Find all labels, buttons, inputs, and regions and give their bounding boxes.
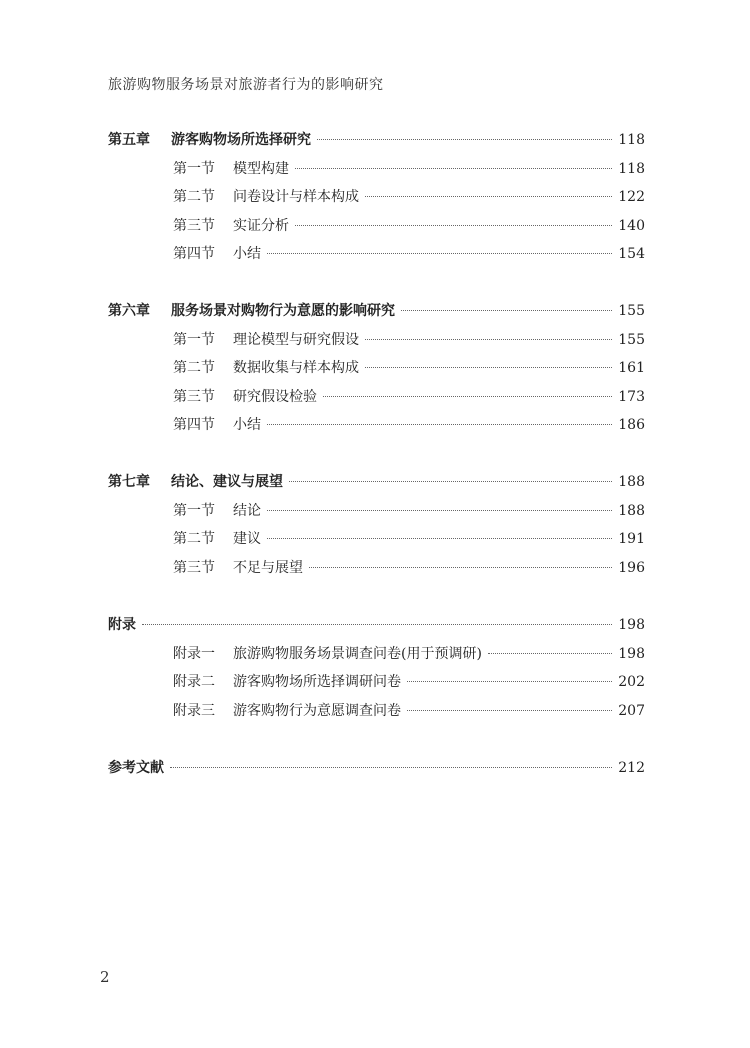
toc-section[interactable] xyxy=(173,188,645,206)
dot-leader xyxy=(170,767,612,768)
toc-section[interactable] xyxy=(173,530,645,548)
page-number: 186 xyxy=(618,417,645,433)
dot-leader xyxy=(407,710,612,711)
toc-appendix-item[interactable] xyxy=(173,673,645,691)
page-number: 196 xyxy=(618,560,645,576)
toc-section[interactable] xyxy=(173,416,645,434)
dot-leader xyxy=(295,225,612,226)
dot-leader xyxy=(295,168,612,169)
dot-leader xyxy=(365,196,612,197)
section-title: 模型构建 xyxy=(233,161,289,177)
section-title: 实证分析 xyxy=(233,218,289,234)
chapter-number: 第六章 xyxy=(108,303,150,319)
dot-leader xyxy=(267,538,612,539)
section-number: 第四节 xyxy=(173,246,215,262)
dot-leader xyxy=(142,624,612,625)
dot-leader xyxy=(323,396,612,397)
toc-section[interactable] xyxy=(173,559,645,577)
toc-chapter-5[interactable] xyxy=(108,131,645,149)
page-number: 155 xyxy=(618,303,645,319)
appendix-number: 附录一 xyxy=(173,646,215,662)
dot-leader xyxy=(407,681,612,682)
section-title: 结论 xyxy=(233,503,261,519)
page-number: 140 xyxy=(618,218,645,234)
section-title: 小结 xyxy=(233,246,261,262)
page-number: 207 xyxy=(618,703,645,719)
chapter-number: 第七章 xyxy=(108,474,150,490)
appendix-title: 附录 xyxy=(108,617,136,633)
section-number: 第二节 xyxy=(173,531,215,547)
page-number: 191 xyxy=(618,531,645,547)
appendix-item-title: 旅游购物服务场景调查问卷(用于预调研) xyxy=(233,646,482,662)
section-title: 理论模型与研究假设 xyxy=(233,332,359,348)
toc-section[interactable] xyxy=(173,359,645,377)
page-number: 155 xyxy=(618,332,645,348)
page-number: 212 xyxy=(618,760,645,776)
section-title: 问卷设计与样本构成 xyxy=(233,189,359,205)
toc-section[interactable] xyxy=(173,502,645,520)
chapter-number: 第五章 xyxy=(108,132,150,148)
page-number: 198 xyxy=(618,617,645,633)
footer-page-number: 2 xyxy=(100,968,110,986)
toc-section[interactable] xyxy=(173,217,645,235)
section-number: 第一节 xyxy=(173,161,215,177)
section-number: 第三节 xyxy=(173,560,215,576)
page-number: 118 xyxy=(618,161,645,177)
appendix-item-title: 游客购物行为意愿调查问卷 xyxy=(233,703,401,719)
toc-appendix-item[interactable] xyxy=(173,702,645,720)
toc-section[interactable] xyxy=(173,245,645,263)
toc-appendix-item[interactable] xyxy=(173,645,645,663)
chapter-title: 结论、建议与展望 xyxy=(171,474,283,490)
dot-leader xyxy=(289,481,612,482)
section-number: 第三节 xyxy=(173,218,215,234)
appendix-number: 附录三 xyxy=(173,703,215,719)
section-number: 第四节 xyxy=(173,417,215,433)
section-number: 第二节 xyxy=(173,360,215,376)
running-head: 旅游购物服务场景对旅游者行为的影响研究 xyxy=(108,77,384,93)
toc-chapter-7[interactable] xyxy=(108,473,645,491)
chapter-title: 服务场景对购物行为意愿的影响研究 xyxy=(171,303,395,319)
toc-appendix[interactable] xyxy=(108,616,645,634)
toc-references[interactable] xyxy=(108,759,645,777)
page-number: 173 xyxy=(618,389,645,405)
section-title: 建议 xyxy=(233,531,261,547)
dot-leader xyxy=(365,367,612,368)
page-number: 161 xyxy=(618,360,645,376)
page-number: 198 xyxy=(618,646,645,662)
page-number: 154 xyxy=(618,246,645,262)
section-number: 第二节 xyxy=(173,189,215,205)
toc-section[interactable] xyxy=(173,160,645,178)
page-number: 188 xyxy=(618,474,645,490)
section-number: 第一节 xyxy=(173,503,215,519)
dot-leader xyxy=(309,567,612,568)
dot-leader xyxy=(317,139,612,140)
dot-leader xyxy=(267,424,612,425)
chapter-title: 游客购物场所选择研究 xyxy=(171,132,311,148)
references-title: 参考文献 xyxy=(108,760,164,776)
appendix-number: 附录二 xyxy=(173,674,215,690)
section-title: 小结 xyxy=(233,417,261,433)
page-number: 122 xyxy=(618,189,645,205)
dot-leader xyxy=(267,510,612,511)
dot-leader xyxy=(365,339,612,340)
dot-leader xyxy=(488,653,612,654)
appendix-item-title: 游客购物场所选择调研问卷 xyxy=(233,674,401,690)
section-title: 研究假设检验 xyxy=(233,389,317,405)
section-title: 不足与展望 xyxy=(233,560,303,576)
toc-section[interactable] xyxy=(173,331,645,349)
dot-leader xyxy=(267,253,612,254)
section-number: 第一节 xyxy=(173,332,215,348)
page-number: 118 xyxy=(618,132,645,148)
section-number: 第三节 xyxy=(173,389,215,405)
page-number: 202 xyxy=(618,674,645,690)
section-title: 数据收集与样本构成 xyxy=(233,360,359,376)
page-number: 188 xyxy=(618,503,645,519)
dot-leader xyxy=(401,310,612,311)
toc-chapter-6[interactable] xyxy=(108,302,645,320)
toc-section[interactable] xyxy=(173,388,645,406)
